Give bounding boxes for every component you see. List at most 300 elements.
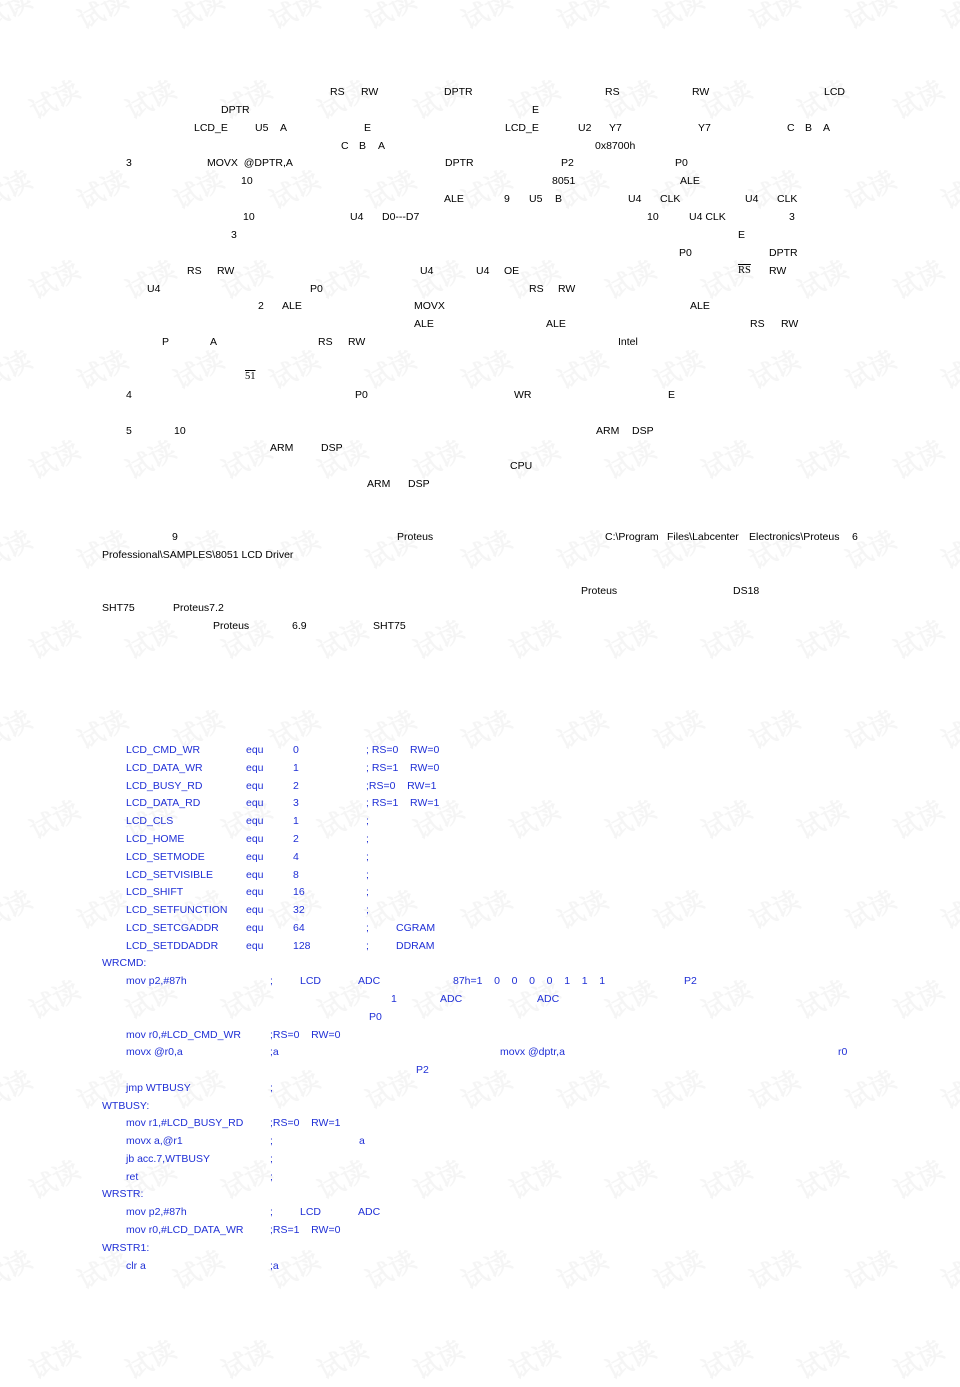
prose-fragment-a: A	[823, 122, 831, 134]
prose-fragment-u2: U2	[578, 122, 592, 134]
watermark-text	[22, 1150, 85, 1207]
watermark-text	[550, 520, 613, 577]
watermark-text	[454, 520, 517, 577]
watermark-text	[166, 340, 229, 397]
watermark-text	[358, 520, 421, 577]
code-fragment-sym: ;	[366, 886, 369, 898]
prose-fragment-rw: RW	[769, 265, 787, 277]
watermark-text	[694, 1330, 757, 1387]
prose-fragment-rw: RW	[217, 265, 235, 277]
watermark-text	[886, 970, 949, 1027]
watermark-text	[454, 880, 517, 937]
watermark-text	[310, 610, 373, 667]
watermark-text	[742, 160, 805, 217]
watermark-text	[934, 880, 960, 937]
watermark-text	[838, 700, 901, 757]
watermark-text	[646, 340, 709, 397]
watermark-text	[550, 160, 613, 217]
watermark-text	[214, 1330, 277, 1387]
watermark-text	[646, 880, 709, 937]
watermark-text	[214, 250, 277, 307]
code-fragment-sym: ;	[366, 869, 369, 881]
watermark-text	[598, 970, 661, 1027]
watermark-text	[454, 340, 517, 397]
prose-fragment-p0: P0	[310, 283, 323, 295]
watermark-text	[502, 430, 565, 487]
code-fragment-equ: equ	[246, 869, 264, 881]
prose-fragment-51: 51	[245, 371, 256, 382]
code-fragment-sym: ;	[270, 1082, 273, 1094]
watermark-text	[310, 1150, 373, 1207]
prose-fragment-sht75: SHT75	[373, 620, 406, 632]
code-fragment-64: 64	[293, 922, 305, 934]
prose-fragment-ds18: DS18	[733, 585, 760, 597]
code-fragment-sym: ;	[366, 833, 369, 845]
prose-fragment-dsp: DSP	[632, 425, 654, 437]
watermark-text	[310, 250, 373, 307]
code-fragment-movx-a-r1: movx a,@r1	[126, 1135, 183, 1147]
watermark-text	[550, 1240, 613, 1297]
code-fragment-ret: ret	[126, 1171, 139, 1183]
watermark-text	[598, 250, 661, 307]
code-fragment-equ: equ	[246, 815, 264, 827]
watermark-text	[598, 790, 661, 847]
prose-fragment-ale: ALE	[414, 318, 434, 330]
prose-fragment-arm: ARM	[596, 425, 620, 437]
watermark-text	[214, 970, 277, 1027]
watermark-text	[22, 70, 85, 127]
prose-fragment-rs: RS	[187, 265, 202, 277]
prose-fragment-electronics-proteus: Electronics\Proteus	[749, 531, 840, 543]
watermark-text	[550, 880, 613, 937]
code-fragment-equ: equ	[246, 904, 264, 916]
code-fragment-lcd-home: LCD_HOME	[126, 833, 185, 845]
watermark-text	[358, 1240, 421, 1297]
watermark-text	[790, 970, 853, 1027]
prose-fragment-6: 6	[852, 531, 858, 543]
prose-fragment-6-9: 6.9	[292, 620, 307, 632]
watermark-text	[118, 250, 181, 307]
watermark-text	[550, 700, 613, 757]
code-fragment-lcd: LCD	[300, 1206, 322, 1218]
watermark-text	[406, 70, 469, 127]
prose-fragment-10: 10	[241, 175, 253, 187]
watermark-text	[790, 1330, 853, 1387]
watermark-text	[694, 430, 757, 487]
prose-fragment-p: P	[162, 336, 170, 348]
watermark-text	[70, 340, 133, 397]
watermark-text	[838, 880, 901, 937]
watermark-text	[310, 430, 373, 487]
watermark-text	[646, 700, 709, 757]
prose-fragment-10: 10	[174, 425, 186, 437]
code-fragment-equ: equ	[246, 833, 264, 845]
watermark-text	[166, 1240, 229, 1297]
code-fragment-87h-1-0-0-0-0-1-1-1: 87h=1 0 0 0 0 1 1 1	[453, 975, 606, 987]
watermark-text	[886, 250, 949, 307]
prose-fragment-rs: RS	[330, 86, 345, 98]
prose-fragment-4: 4	[126, 389, 132, 401]
code-fragment-0: 0	[293, 744, 299, 756]
code-fragment-mov-p2-87h: mov p2,#87h	[126, 1206, 187, 1218]
code-fragment-equ: equ	[246, 851, 264, 863]
watermark-text	[0, 0, 38, 37]
code-fragment-mov-r0-lcd-data-wr: mov r0,#LCD_DATA_WR	[126, 1224, 244, 1236]
watermark-text	[934, 160, 960, 217]
watermark-text	[454, 1060, 517, 1117]
code-fragment-equ: equ	[246, 940, 264, 952]
prose-fragment-arm: ARM	[270, 442, 294, 454]
code-fragment-rs-1-rw-0: ; RS=1 RW=0	[366, 762, 440, 774]
prose-fragment-ale: ALE	[680, 175, 700, 187]
code-fragment-8: 8	[293, 869, 299, 881]
code-fragment-lcd-setddaddr: LCD_SETDDADDR	[126, 940, 219, 952]
prose-fragment-rw: RW	[692, 86, 710, 98]
code-fragment-32: 32	[293, 904, 305, 916]
prose-fragment-ale: ALE	[546, 318, 566, 330]
prose-fragment-movx-dptr-a: MOVX @DPTR,A	[207, 157, 293, 169]
watermark-text	[694, 1150, 757, 1207]
code-fragment-rs-0-rw-1: ;RS=0 RW=1	[366, 780, 437, 792]
code-fragment-lcd-setvisible: LCD_SETVISIBLE	[126, 869, 213, 881]
code-fragment-lcd-data-rd: LCD_DATA_RD	[126, 797, 201, 809]
code-fragment-cgram: CGRAM	[396, 922, 436, 934]
prose-fragment-b: B	[359, 140, 367, 152]
prose-fragment-ale: ALE	[444, 193, 464, 205]
code-fragment-sym: ;	[270, 1135, 273, 1147]
code-fragment-p2: P2	[684, 975, 697, 987]
watermark-text	[70, 880, 133, 937]
watermark-text	[502, 610, 565, 667]
watermark-text	[310, 1330, 373, 1387]
prose-fragment-rs: $\overline{RS}$	[738, 265, 751, 276]
watermark-text	[166, 0, 229, 37]
watermark-text	[0, 700, 38, 757]
prose-fragment-wr: WR	[514, 389, 532, 401]
watermark-text	[886, 1150, 949, 1207]
watermark-text	[502, 1330, 565, 1387]
watermark-text	[502, 790, 565, 847]
prose-fragment-u4: U4	[745, 193, 759, 205]
watermark-text	[214, 70, 277, 127]
watermark-text	[262, 340, 325, 397]
watermark-text	[502, 70, 565, 127]
prose-fragment-arm: ARM	[367, 478, 391, 490]
code-fragment-sym: ;	[366, 904, 369, 916]
code-fragment-lcd-setmode: LCD_SETMODE	[126, 851, 205, 863]
prose-fragment-a: A	[378, 140, 386, 152]
prose-fragment-c-program: C:\Program	[605, 531, 659, 543]
watermark-text	[214, 430, 277, 487]
prose-fragment-p0: P0	[355, 389, 368, 401]
prose-fragment-dptr: DPTR	[221, 104, 250, 116]
code-fragment-128: 128	[293, 940, 311, 952]
watermark-text	[934, 520, 960, 577]
watermark-text	[118, 430, 181, 487]
prose-fragment-ale: ALE	[690, 300, 710, 312]
code-fragment-sym: ;	[270, 975, 273, 987]
code-fragment-ddram: DDRAM	[396, 940, 435, 952]
watermark-text	[550, 340, 613, 397]
code-fragment-rs-1-rw-0: ;RS=1 RW=0	[270, 1224, 341, 1236]
watermark-text	[454, 0, 517, 37]
code-fragment-1: 1	[293, 762, 299, 774]
prose-fragment-y7: Y7	[698, 122, 711, 134]
prose-fragment-u5: U5	[255, 122, 269, 134]
prose-fragment-oe: OE	[504, 265, 520, 277]
watermark-text	[742, 0, 805, 37]
watermark-text	[790, 610, 853, 667]
watermark-text	[310, 790, 373, 847]
code-fragment-movx-r0-a: movx @r0,a	[126, 1046, 183, 1058]
prose-fragment-c: C	[787, 122, 795, 134]
prose-fragment-clk: CLK	[660, 193, 681, 205]
code-fragment-mov-r1-lcd-busy-rd: mov r1,#LCD_BUSY_RD	[126, 1117, 244, 1129]
prose-fragment-dptr: DPTR	[444, 86, 473, 98]
watermark-text	[22, 970, 85, 1027]
watermark-text	[886, 430, 949, 487]
prose-fragment-rw: RW	[558, 283, 576, 295]
watermark-text	[598, 430, 661, 487]
prose-fragment-e: E	[364, 122, 372, 134]
watermark-text	[502, 1150, 565, 1207]
watermark-text	[838, 160, 901, 217]
code-fragment-wrcmd: WRCMD:	[102, 957, 147, 969]
watermark-text	[550, 0, 613, 37]
code-fragment-2: 2	[293, 780, 299, 792]
code-fragment-sym: ;	[366, 922, 369, 934]
prose-fragment-a: A	[210, 336, 218, 348]
code-fragment-sym: ;	[366, 940, 369, 952]
prose-fragment-intel: Intel	[618, 336, 638, 348]
watermark-text	[694, 970, 757, 1027]
code-fragment-clr-a: clr a	[126, 1260, 146, 1272]
code-fragment-1: 1	[391, 993, 397, 1005]
prose-fragment-u5: U5	[529, 193, 543, 205]
prose-fragment-rs: RS	[318, 336, 333, 348]
watermark-text	[22, 430, 85, 487]
watermark-text	[22, 1330, 85, 1387]
code-fragment-sym: ;	[366, 815, 369, 827]
prose-fragment-8051: 8051	[552, 175, 576, 187]
watermark-text	[262, 0, 325, 37]
code-fragment-movx-dptr-a: movx @dptr,a	[500, 1046, 565, 1058]
prose-fragment-p0: P0	[675, 157, 688, 169]
watermark-text	[646, 520, 709, 577]
watermark-text	[118, 610, 181, 667]
prose-fragment-b: B	[555, 193, 563, 205]
code-fragment-rs-0-rw-0: ;RS=0 RW=0	[270, 1029, 341, 1041]
prose-fragment-e: E	[532, 104, 540, 116]
prose-fragment-clk: CLK	[777, 193, 798, 205]
code-fragment-rs-0-rw-0: ; RS=0 RW=0	[366, 744, 440, 756]
code-fragment-equ: equ	[246, 922, 264, 934]
watermark-text	[742, 700, 805, 757]
watermark-text	[790, 1150, 853, 1207]
watermark-text	[358, 0, 421, 37]
code-fragment-lcd-setfunction: LCD_SETFUNCTION	[126, 904, 228, 916]
watermark-text	[310, 70, 373, 127]
prose-fragment-rw: RW	[361, 86, 379, 98]
code-fragment-wrstr: WRSTR:	[102, 1188, 144, 1200]
code-fragment-p2: P2	[416, 1064, 429, 1076]
prose-fragment-proteus: Proteus	[581, 585, 618, 597]
code-fragment-p0: P0	[369, 1011, 382, 1023]
prose-fragment-dptr: DPTR	[445, 157, 474, 169]
code-fragment-3: 3	[293, 797, 299, 809]
watermark-text	[0, 160, 38, 217]
watermark-text	[70, 700, 133, 757]
prose-fragment-dsp: DSP	[408, 478, 430, 490]
prose-fragment-5: 5	[126, 425, 132, 437]
watermark-text	[214, 610, 277, 667]
watermark-text	[694, 790, 757, 847]
watermark-text	[0, 520, 38, 577]
code-fragment-rs-1-rw-1: ; RS=1 RW=1	[366, 797, 440, 809]
code-fragment-equ: equ	[246, 886, 264, 898]
prose-fragment-9: 9	[172, 531, 178, 543]
prose-fragment-dptr: DPTR	[769, 247, 798, 259]
prose-fragment-dsp: DSP	[321, 442, 343, 454]
prose-fragment-rs: RS	[529, 283, 544, 295]
watermark-text	[22, 790, 85, 847]
code-fragment-wrstr1: WRSTR1:	[102, 1242, 150, 1254]
watermark-text	[886, 610, 949, 667]
prose-fragment-3: 3	[231, 229, 237, 241]
watermark-text	[934, 340, 960, 397]
watermark-text	[742, 1060, 805, 1117]
prose-fragment-lcd: LCD	[824, 86, 846, 98]
code-fragment-sym: ;	[270, 1171, 273, 1183]
watermark-text	[22, 250, 85, 307]
watermark-text	[70, 160, 133, 217]
code-fragment-rs-0-rw-1: ;RS=0 RW=1	[270, 1117, 341, 1129]
prose-fragment-p2: P2	[561, 157, 574, 169]
watermark-text	[694, 70, 757, 127]
watermark-text	[838, 340, 901, 397]
code-fragment-lcd-cls: LCD_CLS	[126, 815, 174, 827]
watermark-text	[598, 610, 661, 667]
code-fragment-4: 4	[293, 851, 299, 863]
code-fragment-jmp-wtbusy: jmp WTBUSY	[126, 1082, 191, 1094]
prose-fragment-files-labcenter: Files\Labcenter	[667, 531, 739, 543]
watermark-text	[790, 70, 853, 127]
code-fragment-equ: equ	[246, 780, 264, 792]
watermark-text	[886, 1330, 949, 1387]
watermark-text	[694, 250, 757, 307]
watermark-text	[790, 250, 853, 307]
watermark-text	[598, 1150, 661, 1207]
code-fragment-a: ;a	[270, 1046, 279, 1058]
code-fragment-adc: ADC	[358, 1206, 381, 1218]
code-fragment-lcd: LCD	[300, 975, 322, 987]
prose-fragment-d0-d7: D0---D7	[382, 211, 420, 223]
watermark-text	[790, 430, 853, 487]
prose-fragment-u4: U4	[147, 283, 161, 295]
code-fragment-1: 1	[293, 815, 299, 827]
code-fragment-adc: ADC	[440, 993, 463, 1005]
prose-fragment-cpu: CPU	[510, 460, 533, 472]
prose-fragment-u4: U4	[350, 211, 364, 223]
watermark-text	[742, 340, 805, 397]
code-fragment-equ: equ	[246, 797, 264, 809]
code-fragment-mov-r0-lcd-cmd-wr: mov r0,#LCD_CMD_WR	[126, 1029, 241, 1041]
prose-fragment-lcd-e: LCD_E	[505, 122, 539, 134]
prose-fragment-proteus: Proteus	[397, 531, 434, 543]
watermark-text	[886, 790, 949, 847]
prose-fragment-3: 3	[789, 211, 795, 223]
watermark-text	[358, 1060, 421, 1117]
code-fragment-a: a	[359, 1135, 365, 1147]
prose-fragment-proteus: Proteus	[213, 620, 250, 632]
prose-fragment-e: E	[668, 389, 676, 401]
watermark-text	[742, 1240, 805, 1297]
code-fragment-wtbusy: WTBUSY:	[102, 1100, 150, 1112]
watermark-text	[0, 1240, 38, 1297]
code-fragment-lcd-data-wr: LCD_DATA_WR	[126, 762, 203, 774]
prose-fragment-movx: MOVX	[414, 300, 445, 312]
code-fragment-lcd-shift: LCD_SHIFT	[126, 886, 184, 898]
prose-fragment-2: 2	[258, 300, 264, 312]
watermark-text	[934, 0, 960, 37]
code-fragment-lcd-setcgaddr: LCD_SETCGADDR	[126, 922, 219, 934]
prose-fragment-ale: ALE	[282, 300, 302, 312]
watermark-text	[406, 250, 469, 307]
prose-fragment-b: B	[805, 122, 813, 134]
watermark-text	[502, 250, 565, 307]
code-fragment-sym: ;	[270, 1153, 273, 1165]
watermark-text	[742, 520, 805, 577]
code-fragment-sym: ;	[366, 851, 369, 863]
code-fragment-sym: ;	[270, 1206, 273, 1218]
code-fragment-a: ;a	[270, 1260, 279, 1272]
watermark-text	[646, 1060, 709, 1117]
code-fragment-r0: r0	[838, 1046, 848, 1058]
code-fragment-2: 2	[293, 833, 299, 845]
prose-fragment-professional-samples-8051-lcd-driver: Professional\SAMPLES\8051 LCD Driver	[102, 549, 294, 561]
prose-fragment-u4-clk: U4 CLK	[689, 211, 726, 223]
watermark-text	[0, 1060, 38, 1117]
code-fragment-lcd-cmd-wr: LCD_CMD_WR	[126, 744, 201, 756]
watermark-text	[694, 610, 757, 667]
prose-fragment-u4: U4	[476, 265, 490, 277]
code-fragment-jb-acc-7-wtbusy: jb acc.7,WTBUSY	[126, 1153, 211, 1165]
code-fragment-equ: equ	[246, 762, 264, 774]
watermark-text	[598, 1330, 661, 1387]
code-fragment-adc: ADC	[537, 993, 560, 1005]
watermark-text	[598, 70, 661, 127]
prose-fragment-rs: RS	[750, 318, 765, 330]
watermark-text	[454, 700, 517, 757]
watermark-text	[0, 880, 38, 937]
prose-fragment-lcd-e: LCD_E	[194, 122, 228, 134]
prose-fragment-10: 10	[647, 211, 659, 223]
watermark-text	[934, 1240, 960, 1297]
prose-fragment-sht75: SHT75	[102, 602, 135, 614]
prose-fragment-u4: U4	[420, 265, 434, 277]
prose-fragment-a: A	[280, 122, 288, 134]
watermark-text	[838, 1060, 901, 1117]
prose-fragment-10: 10	[243, 211, 255, 223]
watermark-text	[934, 1060, 960, 1117]
watermark-text	[646, 1240, 709, 1297]
code-fragment-lcd-busy-rd: LCD_BUSY_RD	[126, 780, 203, 792]
prose-fragment-e: E	[738, 229, 746, 241]
watermark-text	[790, 790, 853, 847]
code-fragment-mov-p2-87h: mov p2,#87h	[126, 975, 187, 987]
watermark-text	[838, 1240, 901, 1297]
watermark-text	[454, 1240, 517, 1297]
